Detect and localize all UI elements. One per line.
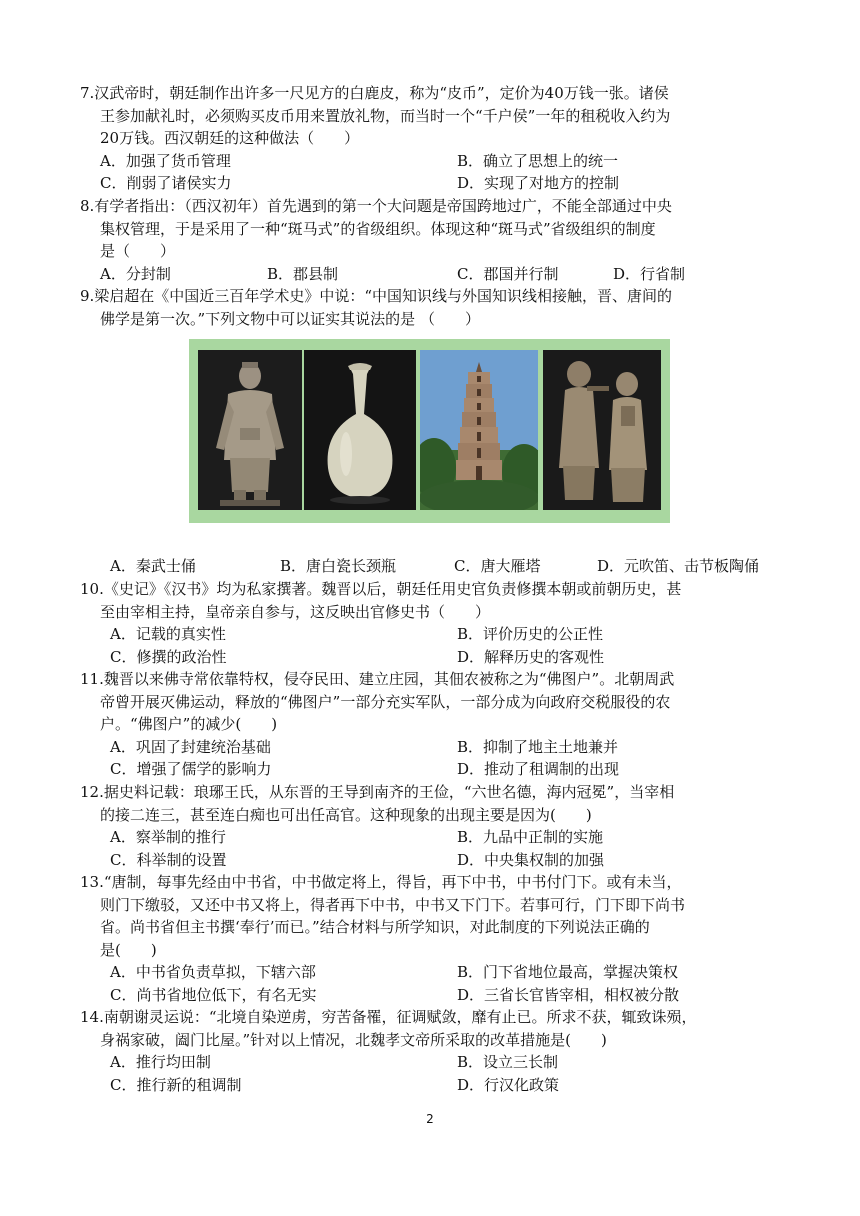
options-row bbox=[80, 826, 780, 849]
option-c[interactable]: C．郡国并行制 bbox=[457, 264, 559, 283]
warrior-figure-photo bbox=[198, 350, 302, 510]
option-a[interactable]: A．巩固了封建统治基础 bbox=[110, 737, 271, 756]
options-row bbox=[80, 984, 780, 1007]
option-c[interactable]: C．修撰的政治性 bbox=[110, 647, 227, 666]
pottery-musicians-photo bbox=[543, 350, 661, 510]
question-text: 是( ) bbox=[100, 940, 157, 959]
option-a[interactable]: A．记载的真实性 bbox=[110, 625, 226, 643]
question-text: 10.《史记》《汉书》均为私家撰著。魏晋以后，朝廷任用史官负责修撰本朝或前朝历史，甚 bbox=[80, 580, 682, 598]
option-b[interactable]: B．确立了思想上的统一 bbox=[457, 151, 619, 170]
question-12 bbox=[80, 781, 780, 871]
option-c[interactable]: C．推行新的租调制 bbox=[110, 1075, 242, 1094]
option-c[interactable]: C．削弱了诸侯实力 bbox=[100, 174, 232, 192]
option-d[interactable]: D．三省长官皆宰相，相权被分散 bbox=[457, 985, 680, 1004]
question-text: 是（ ） bbox=[100, 242, 176, 260]
option-a[interactable]: A．察举制的推行 bbox=[110, 828, 226, 846]
option-b[interactable]: B．郡县制 bbox=[267, 264, 339, 283]
question-8 bbox=[80, 195, 780, 285]
question-text: 则门下缴驳，又还中书又将上，得者再下中书，中书又下门下。若事可行，门下即下尚书 bbox=[100, 895, 686, 914]
question-text: 12.据史料记载：琅琊王氏，从东晋的王导到南齐的王俭，“六世名德，海内冠冕”，当宰相 bbox=[80, 783, 675, 801]
artifact-photo-strip bbox=[189, 339, 670, 523]
options-row bbox=[80, 961, 780, 984]
option-a[interactable]: A．加强了货币管理 bbox=[100, 151, 231, 170]
white-porcelain-vase-photo bbox=[304, 350, 416, 510]
option-c[interactable]: C．科举制的设置 bbox=[110, 850, 227, 869]
options-row bbox=[80, 646, 780, 669]
question-text: 11.魏晋以来佛寺常依靠特权，侵夺民田、建立庄园，其佃农被称之为“佛图户”。北朝周武 bbox=[80, 670, 675, 688]
pagoda-photo bbox=[420, 350, 538, 510]
question-7 bbox=[80, 82, 780, 195]
question-9-options bbox=[80, 555, 780, 578]
option-b[interactable]: B．抑制了地主土地兼并 bbox=[457, 737, 619, 756]
question-text: 至由宰相主持，皇帝亲自参与，这反映出官修史书（ ） bbox=[100, 602, 491, 621]
option-c[interactable]: C．尚书省地位低下，有名无实 bbox=[110, 985, 317, 1004]
option-a[interactable]: A．秦武士俑 bbox=[110, 557, 196, 575]
option-d[interactable]: D．实现了对地方的控制 bbox=[457, 174, 620, 192]
options-row bbox=[80, 758, 780, 781]
question-10 bbox=[80, 578, 780, 668]
option-a[interactable]: A．推行均田制 bbox=[110, 1053, 211, 1071]
options-row bbox=[80, 263, 780, 286]
question-text: 佛学是第一次。”下列文物中可以证实其说法的是 （ ） bbox=[100, 309, 480, 328]
question-text: 8.有学者指出：（西汉初年）首先遇到的第一个大问题是帝国跨地过广，不能全部通过中央 bbox=[80, 197, 672, 215]
option-d[interactable]: D．解释历史的客观性 bbox=[457, 647, 605, 666]
option-c[interactable]: C．唐大雁塔 bbox=[454, 557, 541, 575]
question-11 bbox=[80, 668, 780, 781]
option-d[interactable]: D．推动了租调制的出现 bbox=[457, 760, 620, 778]
option-c[interactable]: C．增强了儒学的影响力 bbox=[110, 760, 272, 778]
option-b[interactable]: B．评价历史的公正性 bbox=[457, 625, 604, 643]
options-row bbox=[80, 1074, 780, 1097]
options-row bbox=[80, 623, 780, 646]
question-text: 20万钱。西汉朝廷的这种做法（ ） bbox=[100, 129, 360, 147]
options-row bbox=[80, 555, 780, 578]
options-row bbox=[80, 150, 780, 173]
option-a[interactable]: A．分封制 bbox=[100, 264, 171, 283]
question-text: 户。“佛图户”的减少( ) bbox=[100, 715, 278, 733]
question-text: 9.梁启超在《中国近三百年学术史》中说：“中国知识线与外国知识线相接触，晋、唐间的 bbox=[80, 287, 672, 305]
option-b[interactable]: B．唐白瓷长颈瓶 bbox=[280, 557, 397, 575]
question-text: 省。尚书省但主书撰‘奉行’而已。”结合材料与所学知识，对此制度的下列说法正确的 bbox=[100, 918, 650, 936]
question-text: 帝曾开展灭佛运动，释放的“佛图户”一部分充实军队，一部分成为向政府交税服役的农 bbox=[100, 692, 671, 711]
option-b[interactable]: B．九品中正制的实施 bbox=[457, 828, 604, 846]
option-d[interactable]: D．行汉化政策 bbox=[457, 1075, 560, 1094]
option-d[interactable]: D．元吹笛、击节板陶俑 bbox=[597, 557, 760, 575]
option-d[interactable]: D．行省制 bbox=[613, 264, 686, 283]
options-row bbox=[80, 849, 780, 872]
question-14 bbox=[80, 1006, 780, 1096]
question-text: 13.“唐制，每事先经由中书省，中书做定将上，得旨，再下中书，中书付门下。或有未当， bbox=[80, 873, 682, 891]
question-text: 身祸家破，阖门比屋。”针对以上情况，北魏孝文帝所采取的改革措施是( ) bbox=[100, 1030, 607, 1049]
question-text: 的接二连三，甚至连白痴也可出任高官。这种现象的出现主要是因为( ) bbox=[100, 805, 592, 824]
option-a[interactable]: A．中书省负责草拟，下辖六部 bbox=[110, 963, 316, 981]
question-text: 王参加献礼时，必须购买皮币用来置放礼物，而当时一个“千户侯”一年的租税收入约为 bbox=[100, 106, 671, 125]
option-b[interactable]: B．设立三长制 bbox=[457, 1053, 559, 1071]
options-row bbox=[80, 172, 780, 195]
option-b[interactable]: B．门下省地位最高，掌握决策权 bbox=[457, 963, 679, 981]
question-text: 集权管理，于是采用了一种“斑马式”的省级组织。体现这种“斑马式”省级组织的制度 bbox=[100, 219, 656, 238]
option-d[interactable]: D．中央集权制的加强 bbox=[457, 850, 605, 869]
question-13 bbox=[80, 871, 780, 1006]
question-text: 7.汉武帝时，朝廷制作出许多一尺见方的白鹿皮，称为“皮币”，定价为40万钱一张。诸侯 bbox=[80, 84, 669, 102]
options-row bbox=[80, 736, 780, 759]
page-number: 2 bbox=[426, 1112, 434, 1126]
question-text: 14.南朝谢灵运说：“北境自染逆虏，穷苦备罹，征调赋敛，靡有止已。所求不获，辄致诛殒， bbox=[80, 1008, 697, 1026]
options-row bbox=[80, 1051, 780, 1074]
question-9 bbox=[80, 285, 780, 330]
